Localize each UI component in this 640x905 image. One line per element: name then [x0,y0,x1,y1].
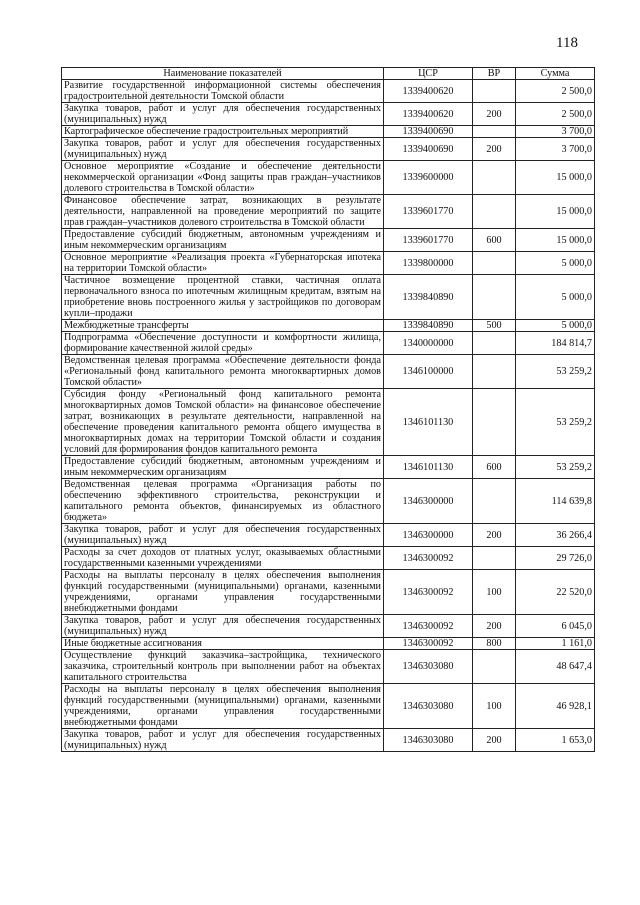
cell-sum: 46 928,1 [516,684,595,729]
header-csr: ЦСР [384,68,473,80]
table-row [62,275,595,320]
table-row [62,479,595,524]
cell-vr: 100 [473,684,516,729]
cell-csr: 1339600000 [384,161,473,195]
table-row [62,456,595,479]
table-row [62,332,595,355]
cell-name: Расходы за счет доходов от платных услуг, оказываемых областными государственными казенными учреждениями [62,547,384,570]
table-row [62,320,595,332]
cell-vr [473,161,516,195]
cell-sum: 22 520,0 [516,570,595,615]
cell-csr: 1346303080 [384,729,473,752]
table-row [62,524,595,547]
cell-csr: 1346303080 [384,650,473,684]
cell-name: Картографическое обеспечение градостроительных мероприятий [62,126,384,138]
table-row [62,103,595,126]
header-sum: Сумма [516,68,595,80]
cell-name: Осуществление функций заказчика–застройщика, технического заказчика, строительный контроль при выполнении работ на объектах капитального строительства [62,650,384,684]
table-row [62,195,595,229]
cell-vr: 200 [473,103,516,126]
cell-name: Закупка товаров, работ и услуг для обеспечения государственных (муниципальных) нужд [62,615,384,638]
table-row [62,389,595,456]
cell-vr: 600 [473,456,516,479]
cell-csr: 1339400690 [384,138,473,161]
cell-csr: 1346300000 [384,479,473,524]
cell-name: Межбюджетные трансферты [62,320,384,332]
table-row [62,650,595,684]
cell-csr: 1339840890 [384,275,473,320]
table-row [62,638,595,650]
table-row [62,161,595,195]
cell-vr [473,195,516,229]
cell-name: Развитие государственной информационной системы обеспечения градостроительной деятельности Томской области [62,80,384,103]
cell-csr: 1339601770 [384,229,473,252]
cell-csr: 1346300000 [384,524,473,547]
cell-name: Подпрограмма «Обеспечение доступности и комфортности жилища, формирование качественной жилой среды» [62,332,384,355]
cell-vr [473,252,516,275]
cell-csr: 1346101130 [384,456,473,479]
cell-csr: 1346303080 [384,684,473,729]
cell-sum: 3 700,0 [516,126,595,138]
cell-vr [473,275,516,320]
cell-csr: 1340000000 [384,332,473,355]
cell-sum: 5 000,0 [516,320,595,332]
cell-vr: 800 [473,638,516,650]
table-row [62,355,595,389]
cell-sum: 36 266,4 [516,524,595,547]
cell-vr [473,355,516,389]
cell-vr [473,650,516,684]
cell-vr: 600 [473,229,516,252]
table-row [62,229,595,252]
cell-vr [473,126,516,138]
cell-name: Расходы на выплаты персоналу в целях обеспечения выполнения функций государственными (муниципальными) органами, казенными учреждениями, органами управления государственными внебюджетными фондами [62,684,384,729]
cell-csr: 1339400620 [384,103,473,126]
cell-vr: 200 [473,138,516,161]
cell-vr [473,479,516,524]
cell-csr: 1346300092 [384,615,473,638]
cell-sum: 1 653,0 [516,729,595,752]
cell-sum: 29 726,0 [516,547,595,570]
header-name: Наименование показателей [62,68,384,80]
cell-sum: 15 000,0 [516,161,595,195]
cell-name: Ведомственная целевая программа «Организация работы по обеспечению эффективного строительства, реконструкции и капитального ремонта объектов, финансируемых из областного бюджета» [62,479,384,524]
cell-name: Субсидия фонду «Региональный фонд капитального ремонта многоквартирных домов Томской области» на финансовое обеспечение затрат, возникающих в результате деятельности, направленной на обеспечение проведения капитального ремонта общего имущества в многоквартирных домах на территории Томской области и создания условий для формирования фондов капитального ремонта [62,389,384,456]
cell-csr: 1339800000 [384,252,473,275]
table-row [62,615,595,638]
cell-csr: 1346101130 [384,389,473,456]
cell-vr: 200 [473,615,516,638]
table-row [62,138,595,161]
table-row [62,684,595,729]
cell-name: Закупка товаров, работ и услуг для обеспечения государственных (муниципальных) нужд [62,524,384,547]
cell-name: Закупка товаров, работ и услуг для обеспечения государственных (муниципальных) нужд [62,103,384,126]
cell-csr: 1346300092 [384,547,473,570]
cell-csr: 1339601770 [384,195,473,229]
cell-vr [473,80,516,103]
cell-name: Предоставление субсидий бюджетным, автономным учреждениям и иным некоммерческим организациям [62,229,384,252]
table-row [62,126,595,138]
table-row [62,547,595,570]
cell-sum: 53 259,2 [516,355,595,389]
budget-table [61,67,595,752]
cell-name: Предоставление субсидий бюджетным, автономным учреждениям и иным некоммерческим организациям [62,456,384,479]
cell-sum: 1 161,0 [516,638,595,650]
cell-sum: 2 500,0 [516,80,595,103]
cell-name: Финансовое обеспечение затрат, возникающих в результате деятельности, направленной на проведение мероприятий по защите прав граждан–участников долевого строительства в Томской области [62,195,384,229]
cell-sum: 5 000,0 [516,275,595,320]
cell-vr: 500 [473,320,516,332]
cell-name: Основное мероприятие «Создание и обеспечение деятельности некоммерческой организации «Фонд защиты прав граждан–участников долевого строительства в Томской области» [62,161,384,195]
cell-sum: 48 647,4 [516,650,595,684]
header-vr: ВР [473,68,516,80]
table-row [62,729,595,752]
cell-csr: 1346300092 [384,638,473,650]
cell-csr: 1346100000 [384,355,473,389]
table-row [62,252,595,275]
cell-vr [473,389,516,456]
cell-sum: 184 814,7 [516,332,595,355]
cell-csr: 1339400620 [384,80,473,103]
cell-vr [473,332,516,355]
cell-csr: 1339840890 [384,320,473,332]
table-header-row [62,68,595,80]
cell-vr [473,547,516,570]
cell-name: Ведомственная целевая программа «Обеспечение деятельности фонда «Региональный фонд капитального ремонта многоквартирных домов Томской области» [62,355,384,389]
table-row [62,570,595,615]
cell-name: Иные бюджетные ассигнования [62,638,384,650]
cell-vr: 200 [473,729,516,752]
cell-sum: 5 000,0 [516,252,595,275]
cell-sum: 114 639,8 [516,479,595,524]
cell-name: Закупка товаров, работ и услуг для обеспечения государственных (муниципальных) нужд [62,138,384,161]
cell-sum: 6 045,0 [516,615,595,638]
cell-name: Закупка товаров, работ и услуг для обеспечения государственных (муниципальных) нужд [62,729,384,752]
cell-csr: 1346300092 [384,570,473,615]
cell-sum: 53 259,2 [516,456,595,479]
cell-name: Частичное возмещение процентной ставки, частичная оплата первоначального взноса по ипотечным жилищным кредитам, взятым на приобретение вновь построенного жилья у застройщиков по договорам купли–продажи [62,275,384,320]
table-row [62,80,595,103]
cell-sum: 3 700,0 [516,138,595,161]
cell-sum: 15 000,0 [516,195,595,229]
cell-sum: 15 000,0 [516,229,595,252]
cell-vr: 200 [473,524,516,547]
cell-vr: 100 [473,570,516,615]
cell-sum: 2 500,0 [516,103,595,126]
cell-name: Расходы на выплаты персоналу в целях обеспечения выполнения функций государственными (муниципальными) органами, казенными учреждениями, органами управления государственными внебюджетными фондами [62,570,384,615]
cell-csr: 1339400690 [384,126,473,138]
cell-name: Основное мероприятие «Реализация проекта «Губернаторская ипотека на территории Томской области» [62,252,384,275]
cell-sum: 53 259,2 [516,389,595,456]
page-number: 118 [556,35,578,51]
